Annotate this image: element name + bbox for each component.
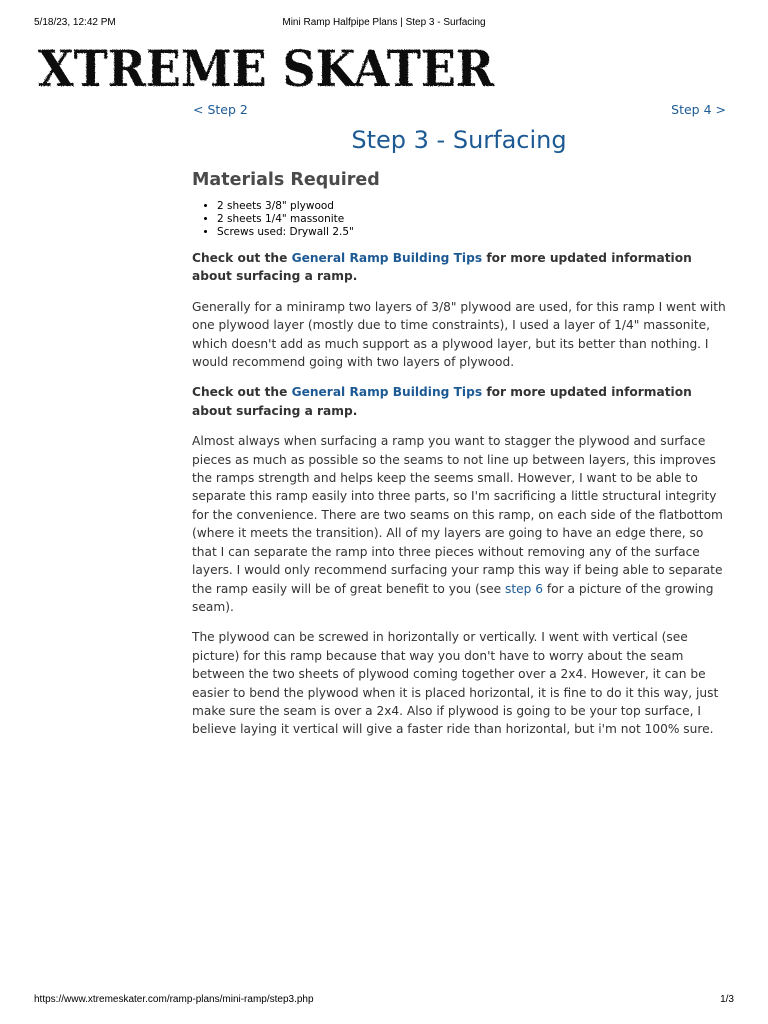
materials-list <box>192 200 726 239</box>
print-url: https://www.xtremeskater.com/ramp-plans/mini-ramp/step3.php <box>34 994 314 1005</box>
tip-paragraph-1 <box>192 249 726 286</box>
article-content <box>192 170 726 751</box>
prev-step-link[interactable]: < Step 2 <box>193 102 248 117</box>
body-paragraph-2 <box>192 432 726 616</box>
logo-text: XTREME SKATER <box>38 40 495 96</box>
list-item: • Screws used: Drywall 2.5" <box>217 226 726 239</box>
list-item: • 2 sheets 3/8" plywood <box>217 200 726 213</box>
paragraph-text-before: Almost always when surfacing a ramp you want to stagger the plywood and surface pieces as much as possible so the seams to not line up between layers, this improves the ramps strength and helps keep the seems small. However, I want to be able to separate this ramp easily into three parts, so I'm sacrificing a little structural integrity for the convenience. There are two seams on this ramp, on each side of the flatbottom (where it meets the transition). All of my layers are going to have an edge there, so that I can separate the ramp into three pieces without removing any of the surface layers. I would only recommend surfacing your ramp this way if being able to separate the ramp easily will be of great benefit to you (see <box>192 434 723 596</box>
tip-text-after: for more updated information about surfacing a ramp. <box>192 385 692 418</box>
ramp-tips-link[interactable]: General Ramp Building Tips <box>291 385 483 400</box>
logo-graphic <box>38 40 498 96</box>
print-header <box>0 17 768 31</box>
tip-text-after: for more updated information about surfacing a ramp. <box>192 251 692 284</box>
print-doc-title: Mini Ramp Halfpipe Plans | Step 3 - Surfacing <box>282 17 486 28</box>
site-logo[interactable] <box>38 40 498 96</box>
body-paragraph-3: The plywood can be screwed in horizontally or vertically. I went with vertical (see picture) for this ramp because that way you don't have to worry about the seam between the two sheets of plywood coming together over a 2x4. However, it can be easier to bend the plywood when it is placed horizontal, it is fine to do it this way, just make sure the seam is over a 2x4. Also if plywood is going to be your top surface, I believe laying it vertical will give a faster ride than horizontal, but i'm not 100% sure. <box>192 630 719 737</box>
materials-heading: Materials Required <box>192 170 380 190</box>
paragraph-text-after: for a picture of the growing seam). <box>192 581 714 614</box>
page-title: Step 3 - Surfacing <box>351 126 567 154</box>
print-footer <box>0 994 768 1008</box>
step-6-link[interactable]: step 6 <box>504 581 543 596</box>
next-step-link[interactable]: Step 4 > <box>671 102 726 117</box>
page-number: 1/3 <box>720 994 734 1005</box>
ramp-tips-link[interactable]: General Ramp Building Tips <box>291 251 483 265</box>
body-paragraph-1: Generally for a miniramp two layers of 3/8" plywood are used, for this ramp I went with one plywood layer (mostly due to time constraints), I used a layer of 1/4" massonite, which doesn't add as much support as a plywood layer, but its better than nothing. I would recommend going with two layers of plywood. <box>192 299 726 370</box>
list-item: • 2 sheets 1/4" massonite <box>217 213 726 226</box>
tip-text-before: Check out the <box>192 385 292 400</box>
tip-paragraph-2 <box>192 383 726 420</box>
print-datetime: 5/18/23, 12:42 PM <box>34 17 116 28</box>
tip-text-before: Check out the <box>192 251 292 265</box>
